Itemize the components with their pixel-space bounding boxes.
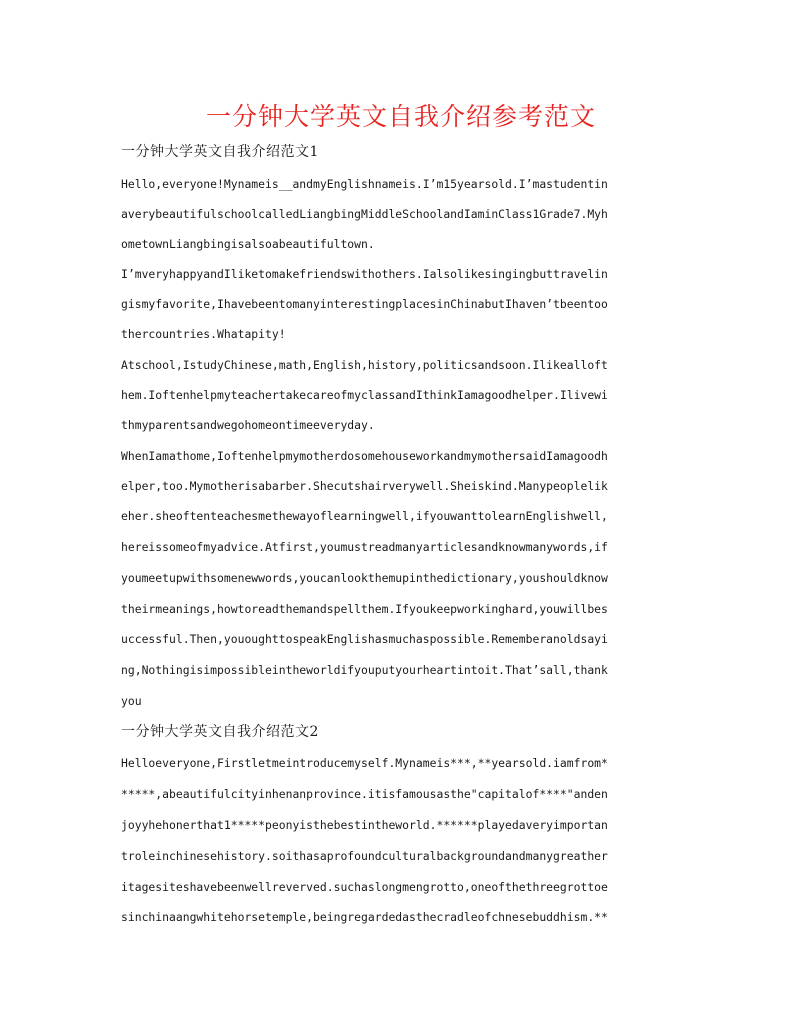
- text-line: *****,abeautifulcityinhenanprovince.itisfamousasthe"capitalof****"anden: [121, 787, 608, 801]
- text-line: averybeautifulschoolcalledLiangbingMiddleSchoolandIaminClass1Grade7.Myh: [121, 207, 608, 221]
- text-line: sinchinaangwhitehorsetemple,beingregardedasthecradleofchnesebuddhism.**: [121, 910, 608, 924]
- text-line: ng,Nothingisimpossibleintheworldifyouputyourheartintoit.That’sall,thank: [121, 663, 608, 677]
- text-line: uccessful.Then,yououghttospeakEnglishasmuchaspossible.Rememberanoldsayi: [121, 632, 608, 646]
- text-line: I’mveryhappyandIliketomakefriendswithothers.Ialsolikesingingbuttravelin: [121, 267, 608, 281]
- text-line: troleinchinesehistory.soithasaprofoundculturalbackgroundandmanygreather: [121, 849, 608, 863]
- text-line: elper,too.Mymotherisabarber.Shecutshairverywell.Sheiskind.Manypeoplelik: [121, 479, 608, 493]
- text-line: thercountries.Whatapity!: [121, 327, 286, 341]
- text-line: itagesiteshavebeenwellreverved.suchaslongmengrotto,oneofthethreegrottoe: [121, 880, 608, 894]
- section-heading-1: 一分钟大学英文自我介绍范文1: [121, 144, 319, 160]
- text-line: hereissomeofmyadvice.Atfirst,youmustreadmanyarticlesandknowmanywords,if: [121, 540, 608, 554]
- text-line: gismyfavorite,IhavebeentomanyinterestingplacesinChinabutIhaven’tbeentoo: [121, 297, 608, 311]
- text-line: theirmeanings,howtoreadthemandspellthem.Ifyoukeepworkinghard,youwillbes: [121, 602, 608, 616]
- text-line: youmeetupwithsomenewwords,youcanlookthemupinthedictionary,youshouldknow: [121, 571, 608, 585]
- text-line: thmyparentsandwegohomeontimeeveryday.: [121, 418, 375, 432]
- text-line: Helloeveryone,Firstletmeintroducemyself.Mynameis***,**yearsold.iamfrom*: [121, 756, 608, 770]
- text-line: Atschool,IstudyChinese,math,English,history,politicsandsoon.Ilikealloft: [121, 358, 608, 372]
- text-line: hem.IoftenhelpmyteachertakecareofmyclassandIthinkIamagoodhelper.Ilivewi: [121, 388, 608, 402]
- text-line: ometownLiangbingisalsoabeautifultown.: [121, 237, 375, 251]
- text-line: Hello,everyone!Mynameis__andmyEnglishnameis.I’m15yearsold.I’mastudentin: [121, 177, 608, 191]
- section-heading-2: 一分钟大学英文自我介绍范文2: [121, 724, 319, 740]
- text-line: eher.sheoftenteachesmethewayoflearningwell,ifyouwanttolearnEnglishwell,: [121, 509, 608, 523]
- text-line: WhenIamathome,IoftenhelpmymotherdosomehouseworkandmymothersaidIamagoodh: [121, 449, 608, 463]
- document-title: 一分钟大学英文自我介绍参考范文: [205, 102, 596, 131]
- text-line: you: [121, 694, 142, 708]
- text-line: joyyhehonerthat1*****peonyisthebestintheworld.******playedaveryimportan: [121, 818, 608, 832]
